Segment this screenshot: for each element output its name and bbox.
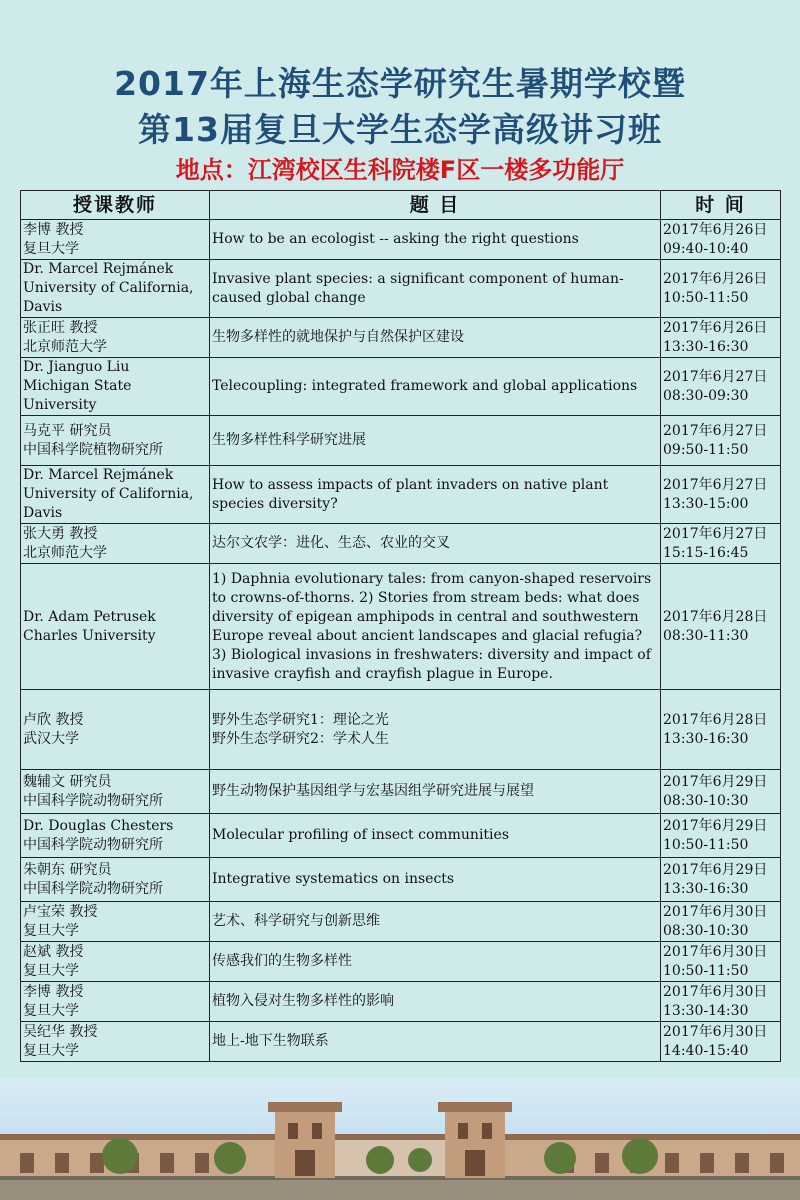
teacher-cell: 朱朝东 研究员 中国科学院动物研究所 bbox=[21, 858, 210, 902]
header-teacher: 授课教师 bbox=[21, 191, 210, 220]
time-cell: 2017年6月30日 10:50-11:50 bbox=[661, 942, 781, 982]
topic-cell: Molecular profiling of insect communities bbox=[210, 814, 661, 858]
time-cell: 2017年6月27日 09:50-11:50 bbox=[661, 416, 781, 466]
topic-cell: 生物多样性科学研究进展 bbox=[210, 416, 661, 466]
time-cell: 2017年6月27日 15:15-16:45 bbox=[661, 524, 781, 564]
table-row bbox=[21, 466, 781, 524]
teacher-cell: Dr. Douglas Chesters 中国科学院动物研究所 bbox=[21, 814, 210, 858]
topic-cell: 野生动物保护基因组学与宏基因组学研究进展与展望 bbox=[210, 770, 661, 814]
teacher-cell: Dr. Adam Petrusek Charles University bbox=[21, 564, 210, 690]
topic-cell: 艺术、科学研究与创新思维 bbox=[210, 902, 661, 942]
campus-photo bbox=[0, 1078, 800, 1200]
time-cell: 2017年6月27日 08:30-09:30 bbox=[661, 358, 781, 416]
header-time: 时 间 bbox=[661, 191, 781, 220]
time-cell: 2017年6月29日 13:30-16:30 bbox=[661, 858, 781, 902]
table-header-row bbox=[21, 191, 781, 220]
time-cell: 2017年6月27日 13:30-15:00 bbox=[661, 466, 781, 524]
table-row bbox=[21, 982, 781, 1022]
teacher-cell: Dr. Marcel Rejmánek University of California, Davis bbox=[21, 466, 210, 524]
topic-cell: 生物多样性的就地保护与自然保护区建设 bbox=[210, 318, 661, 358]
table-row bbox=[21, 902, 781, 942]
teacher-cell: 赵斌 教授 复旦大学 bbox=[21, 942, 210, 982]
topic-cell: 达尔文农学：进化、生态、农业的交叉 bbox=[210, 524, 661, 564]
table-row bbox=[21, 1022, 781, 1062]
teacher-cell: 卢欣 教授 武汉大学 bbox=[21, 690, 210, 770]
table-row bbox=[21, 942, 781, 982]
topic-cell: How to assess impacts of plant invaders on native plant species diversity? bbox=[210, 466, 661, 524]
teacher-cell: 李博 教授 复旦大学 bbox=[21, 220, 210, 260]
teacher-cell: 张大勇 教授 北京师范大学 bbox=[21, 524, 210, 564]
table-row bbox=[21, 318, 781, 358]
table-row bbox=[21, 260, 781, 318]
topic-cell: Invasive plant species: a significant component of human-caused global change bbox=[210, 260, 661, 318]
time-cell: 2017年6月26日 09:40-10:40 bbox=[661, 220, 781, 260]
table-row bbox=[21, 690, 781, 770]
topic-cell: 植物入侵对生物多样性的影响 bbox=[210, 982, 661, 1022]
topic-cell: Integrative systematics on insects bbox=[210, 858, 661, 902]
topic-cell: 传感我们的生物多样性 bbox=[210, 942, 661, 982]
topic-cell: 1) Daphnia evolutionary tales: from canyon-shaped reservoirs to crowns-of-thorns. 2) Stories from stream beds: what does diversity of epigean amphipods in central and southwestern Europe reveal about ancient landscapes and glacial refugia? 3) Biological invasions in freshwaters: diversity and impact of invasive crayfish and crayfish plague in Europe. bbox=[210, 564, 661, 690]
table-row bbox=[21, 770, 781, 814]
topic-cell: Telecoupling: integrated framework and global applications bbox=[210, 358, 661, 416]
table-row bbox=[21, 814, 781, 858]
time-cell: 2017年6月28日 13:30-16:30 bbox=[661, 690, 781, 770]
teacher-cell: 魏辅文 研究员 中国科学院动物研究所 bbox=[21, 770, 210, 814]
table-row bbox=[21, 220, 781, 260]
time-cell: 2017年6月30日 13:30-14:30 bbox=[661, 982, 781, 1022]
time-cell: 2017年6月29日 10:50-11:50 bbox=[661, 814, 781, 858]
teacher-cell: Dr. Jianguo Liu Michigan State University bbox=[21, 358, 210, 416]
time-cell: 2017年6月26日 10:50-11:50 bbox=[661, 260, 781, 318]
schedule-table bbox=[20, 190, 781, 1062]
table-row bbox=[21, 524, 781, 564]
time-cell: 2017年6月26日 13:30-16:30 bbox=[661, 318, 781, 358]
teacher-cell: 马克平 研究员 中国科学院植物研究所 bbox=[21, 416, 210, 466]
topic-cell: How to be an ecologist -- asking the right questions bbox=[210, 220, 661, 260]
topic-cell: 地上-地下生物联系 bbox=[210, 1022, 661, 1062]
time-cell: 2017年6月30日 08:30-10:30 bbox=[661, 902, 781, 942]
title-line-1: 2017年上海生态学研究生暑期学校暨 bbox=[114, 64, 686, 103]
table-row bbox=[21, 564, 781, 690]
table-row bbox=[21, 858, 781, 902]
time-cell: 2017年6月28日 08:30-11:30 bbox=[661, 564, 781, 690]
title-line-2: 第13届复旦大学生态学高级讲习班 bbox=[138, 110, 662, 149]
teacher-cell: Dr. Marcel Rejmánek University of California, Davis bbox=[21, 260, 210, 318]
table-row bbox=[21, 416, 781, 466]
teacher-cell: 张正旺 教授 北京师范大学 bbox=[21, 318, 210, 358]
table-body bbox=[21, 220, 781, 1062]
header-topic: 题 目 bbox=[210, 191, 661, 220]
time-cell: 2017年6月30日 14:40-15:40 bbox=[661, 1022, 781, 1062]
table-row bbox=[21, 358, 781, 416]
teacher-cell: 卢宝荣 教授 复旦大学 bbox=[21, 902, 210, 942]
venue-text: 地点：江湾校区生科院楼F区一楼多功能厅 bbox=[175, 156, 625, 184]
time-cell: 2017年6月29日 08:30-10:30 bbox=[661, 770, 781, 814]
teacher-cell: 吴纪华 教授 复旦大学 bbox=[21, 1022, 210, 1062]
teacher-cell: 李博 教授 复旦大学 bbox=[21, 982, 210, 1022]
campus-building-illustration bbox=[0, 1078, 800, 1200]
topic-cell: 野外生态学研究1：理论之光 野外生态学研究2：学术人生 bbox=[210, 690, 661, 770]
